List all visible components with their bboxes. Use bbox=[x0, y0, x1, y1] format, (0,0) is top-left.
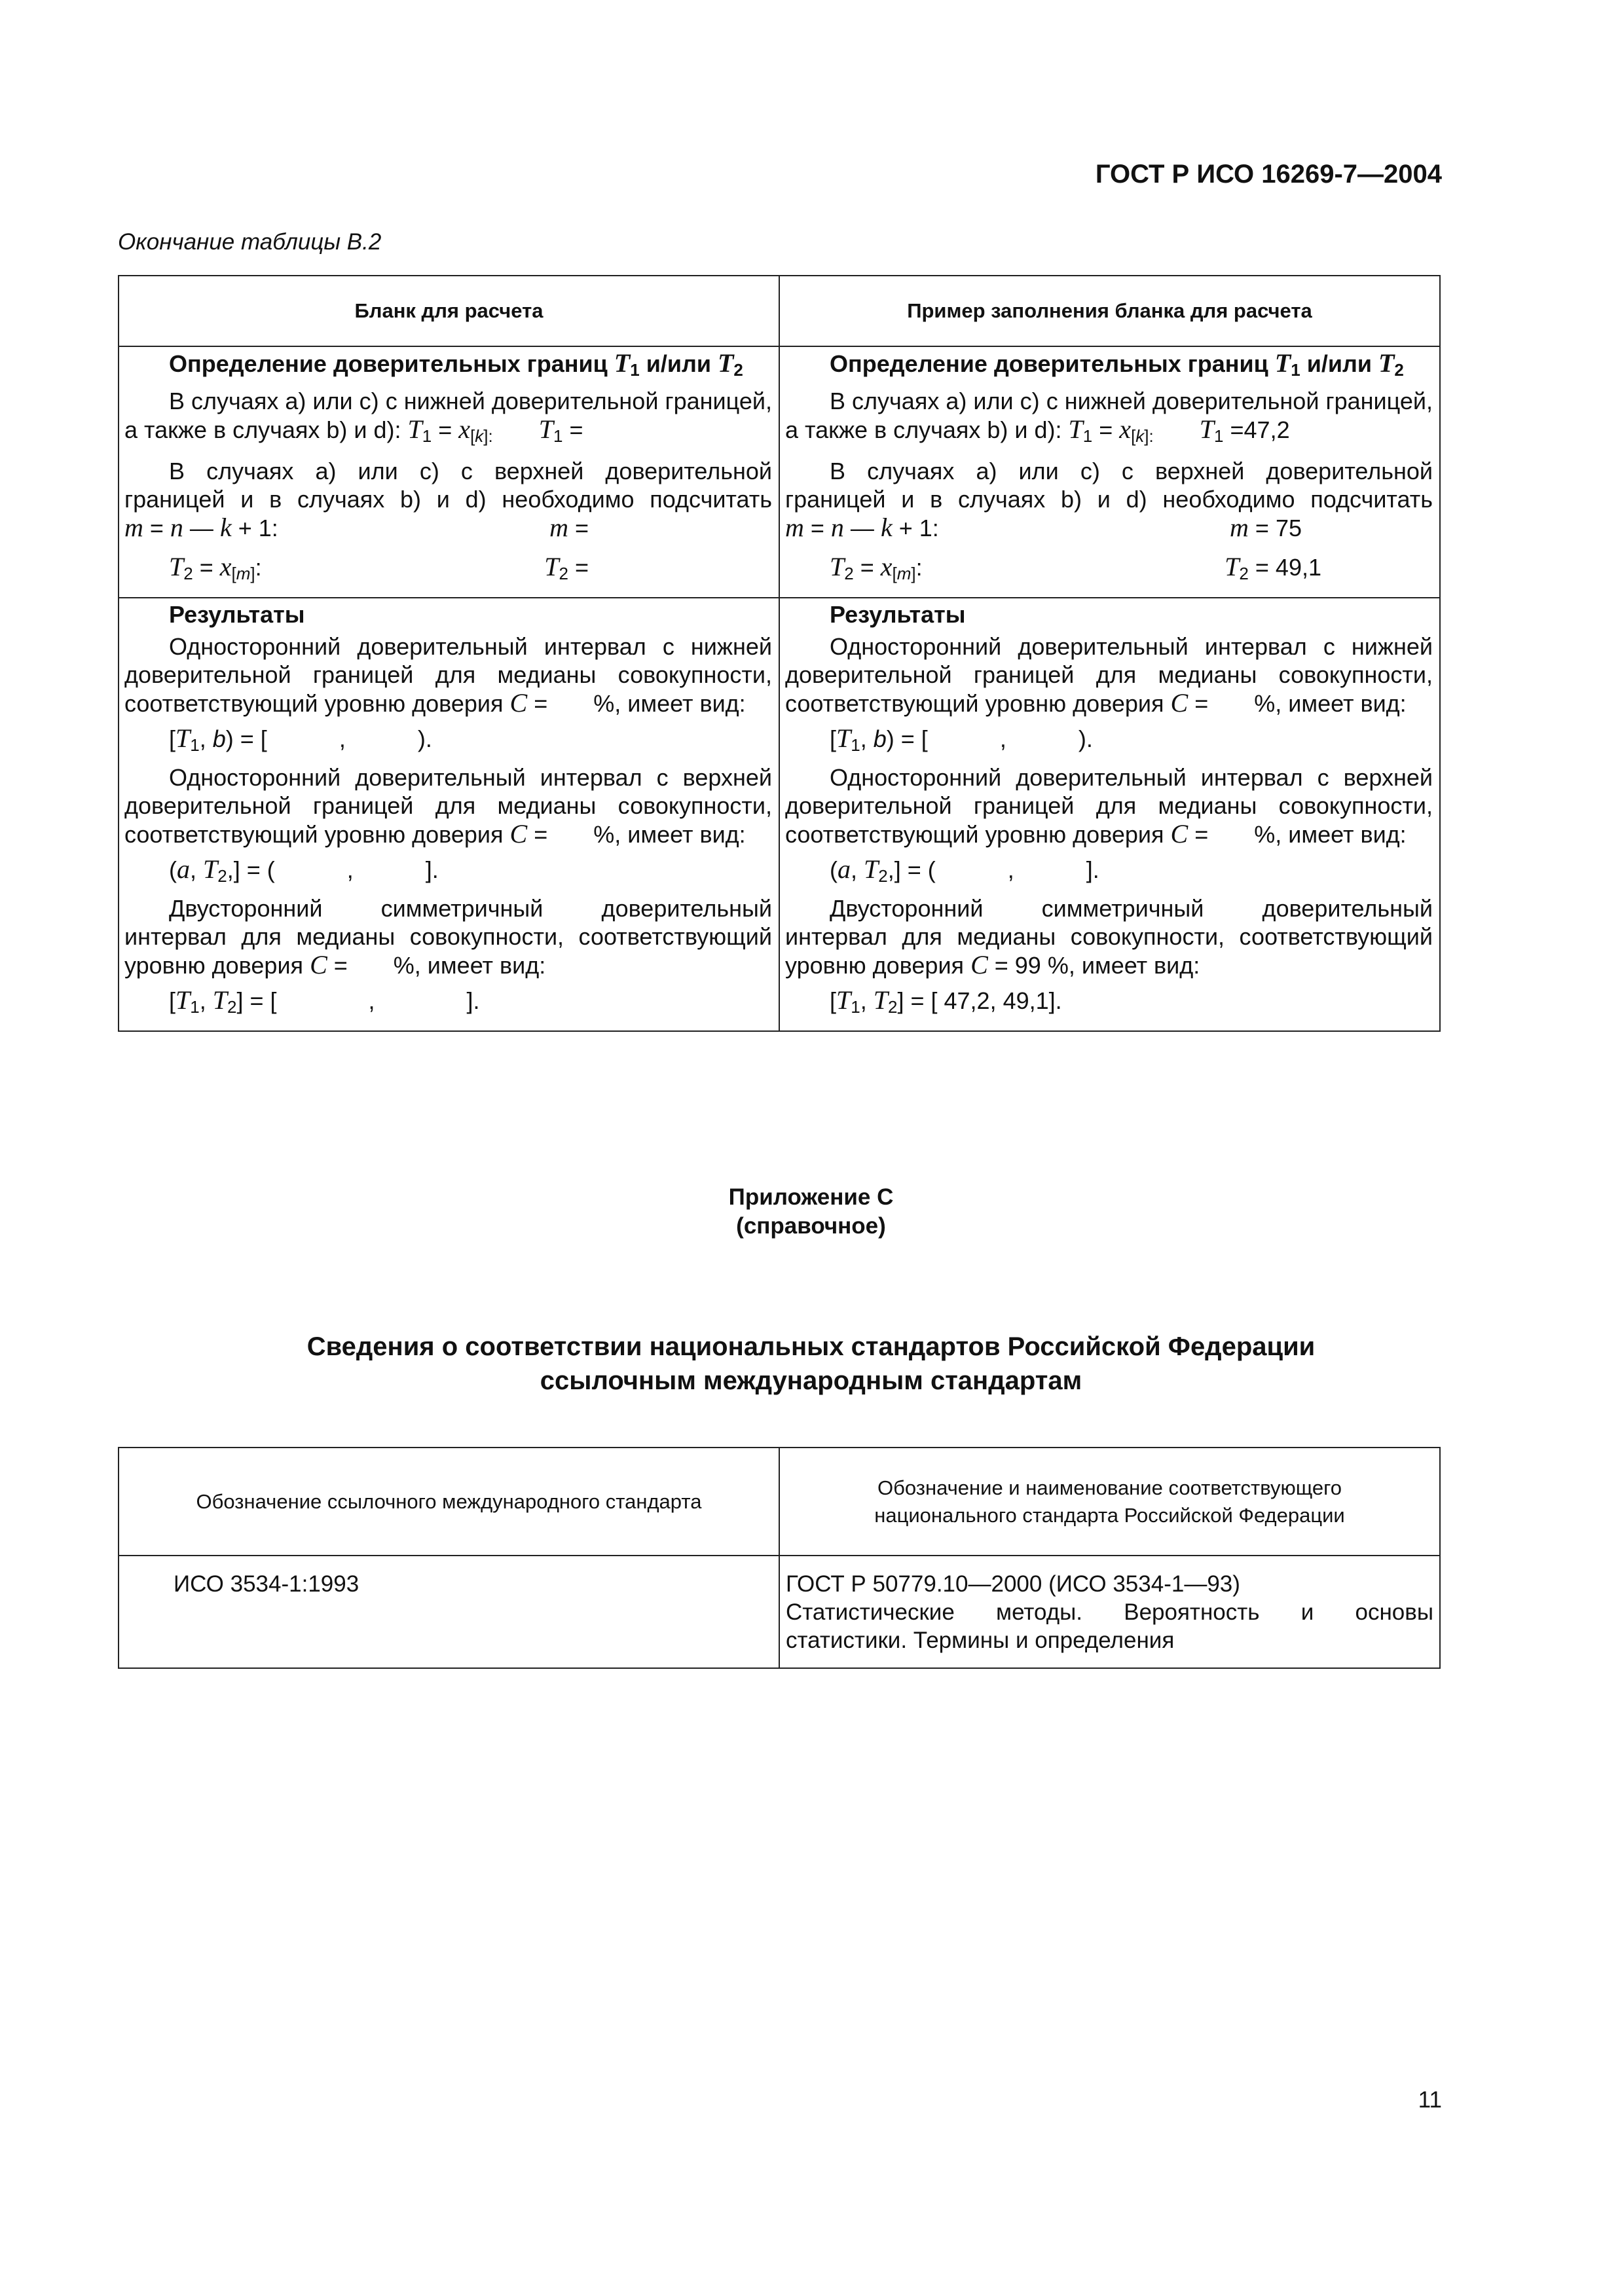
standards-reference-table bbox=[118, 1447, 1441, 1669]
interval-two-sided-blank: [$T_1$, $T_2$] = [ , ]. bbox=[169, 985, 480, 1017]
column-header-example: Пример заполнения бланка для расчета bbox=[779, 276, 1440, 346]
t1-value-example: =47,2 bbox=[1230, 416, 1290, 443]
appendix-label bbox=[0, 1183, 1622, 1241]
table-caption: Окончание таблицы В.2 bbox=[118, 229, 382, 255]
appendix-kind: (справочное) bbox=[736, 1213, 886, 1239]
upper-bound-text-2: границей и в случаях b) и d) необходимо подсчитать bbox=[124, 486, 772, 513]
results-section-row bbox=[119, 598, 1440, 1031]
interval-lower-blank: [$T_1$, b) = [ , ). bbox=[169, 723, 432, 755]
column-header-blank: Бланк для расчета bbox=[119, 276, 779, 346]
m-value-example: = 75 bbox=[1255, 515, 1302, 541]
international-standard-cell: ИСО 3534-1:1993 bbox=[119, 1556, 779, 1668]
limits-heading: Определение доверительных границ $T_1$ и/или $T_2$ bbox=[169, 348, 743, 380]
interval-upper-example: (a, $T_2$,] = ( , ]. bbox=[830, 854, 1099, 886]
national-standard-cell: ГОСТ Р 50779.10—2000 (ИСО 3534-1—93) Статистические методы. Вероятность и основы статистики. Термины и определения bbox=[779, 1556, 1440, 1668]
page-number: 11 bbox=[1418, 2087, 1442, 2113]
upper-bound-text-1: В случаях а) или с) с верхней доверительной bbox=[169, 458, 772, 484]
results-cell-blank: Результаты Односторонний доверительный интервал с нижней доверительной границей для медианы совокупности, соответствующий уровню доверия C = %, имеет вид: [$T_1$, b) = [ , ). Односторонний доверительный интервал с верхней доверительной границей для медианы совокупности, соответствующий уровню доверия C = %, имеет вид: (a, $T_2$,] = ( , ]. Двусторонний симметричный доверительный интервал для медианы совокупности, соответствующий уровню доверия C = %, имеет вид: [$T_1$, $T_2$] = [ , ]. bbox=[119, 598, 779, 1031]
confidence-level-example: 99 bbox=[1014, 952, 1041, 979]
calculation-table bbox=[118, 275, 1441, 1032]
limits-cell-example: Определение доверительных границ $T_1$ и/или $T_2$ В случаях а) или с) с нижней доверительной границей, а также в случаях b) и d): $T_1 = x_{[k]:}$ $T_1 =47,2$ В случаях а) или с) с верхней доверительной границей и в случаях b) и d) необходимо подсчитать m = n — k + 1: m = 75 $T_2 = x_{[m]}$: $T_2 = 49,1$ bbox=[779, 346, 1440, 598]
interval-upper-blank: (a, $T_2$,] = ( , ]. bbox=[169, 854, 439, 886]
interval-two-sided-example: [$T_1$, $T_2$] = [ 47,2, 49,1]. bbox=[830, 985, 1062, 1017]
table-row bbox=[119, 1556, 1440, 1668]
appendix-heading: Сведения о соответствии национальных стандартов Российской Федерации ссылочным международным стандартам bbox=[306, 1332, 1316, 1395]
limits-cell-blank bbox=[119, 346, 779, 598]
interval-lower-example: [$T_1$, b) = [ , ). bbox=[830, 723, 1093, 755]
results-heading: Результаты bbox=[169, 601, 305, 628]
document-id: ГОСТ Р ИСО 16269-7—2004 bbox=[1095, 160, 1442, 189]
t2-formula-row: $T_2 = x_{[m]}$: $T_2$ = bbox=[169, 552, 589, 583]
m-formula-row: m = n — k + 1: m = bbox=[124, 513, 589, 542]
t2-value-example: = 49,1 bbox=[1255, 554, 1321, 581]
appendix-title: Приложение С bbox=[728, 1184, 894, 1210]
lower-bound-text: В случаях а) или с) с нижней доверительной границей, а также в случаях b) и d): $T_1 = x_{[k]:}$ $T_1$ = bbox=[124, 388, 772, 446]
results-cell-example: Результаты Односторонний доверительный интервал с нижней доверительной границей для медианы совокупности, соответствующий уровню доверия C = %, имеет вид: [$T_1$, b) = [ , ). Односторонний доверительный интервал с верхней доверительной границей для медианы совокупности, соответствующий уровню доверия C = %, имеет вид: (a, $T_2$,] = ( , ]. Двусторонний симметричный доверительный интервал для медианы совокупности, соответствующий уровню доверия C = 99 %, имеет вид: [$T_1$, $T_2$] = [ 47,2, 49,1]. bbox=[779, 598, 1440, 1031]
column-header-national: Обозначение и наименование соответствующего национального стандарта Российской Федерации bbox=[779, 1448, 1440, 1556]
limits-section-row bbox=[119, 346, 1440, 598]
column-header-international: Обозначение ссылочного международного стандарта bbox=[119, 1448, 779, 1556]
